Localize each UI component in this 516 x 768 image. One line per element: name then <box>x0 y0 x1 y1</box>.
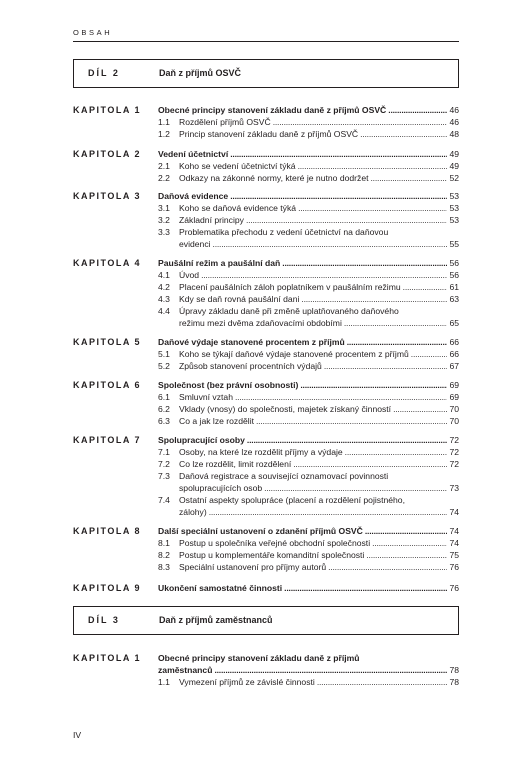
page-ref: 78 <box>449 677 459 687</box>
entry-text: Smluvní vztah <box>179 392 233 402</box>
section-number: 7.3 <box>158 471 170 481</box>
entry-text: Daňová registrace a související oznamovací povinnosti <box>179 471 389 481</box>
chapter-label: KAPITOLA 5 <box>73 337 142 347</box>
toc-section-entry <box>158 403 459 415</box>
section-number: 4.3 <box>158 294 170 304</box>
toc-chapter-title <box>158 664 459 676</box>
dot-leader <box>366 549 447 561</box>
toc-section-entry <box>158 226 459 238</box>
entry-text: režimu mezi dvěma zdaňovacími obdobími <box>179 318 342 328</box>
entry-text: Co a jak lze rozdělit <box>179 416 254 426</box>
page-ref: 65 <box>449 318 459 328</box>
dot-leader <box>365 525 448 537</box>
dot-leader <box>298 202 447 214</box>
toc-section-entry <box>158 391 459 403</box>
toc-section-entry <box>158 348 459 360</box>
page-ref: 74 <box>449 538 459 548</box>
page-ref: 52 <box>449 173 459 183</box>
chapter-label: KAPITOLA 8 <box>73 526 142 536</box>
entry-text: Princip stanovení základu daně z příjmů OSVČ <box>179 129 359 139</box>
section-number: 3.3 <box>158 227 170 237</box>
page-ref: 61 <box>449 282 459 292</box>
page-ref: 73 <box>449 483 459 493</box>
entry-text: Daňová evidence <box>158 191 229 201</box>
section-number: 7.4 <box>158 495 170 505</box>
toc-section-entry <box>158 281 459 293</box>
page-ref: 72 <box>449 459 459 469</box>
entry-text: Odkazy na zákonné normy, které je nutno dodržet <box>179 173 369 183</box>
toc-section-entry <box>158 269 459 281</box>
page-ref: 46 <box>449 105 459 115</box>
dot-leader <box>230 190 447 202</box>
dot-leader <box>230 148 447 160</box>
section-number: 1.1 <box>158 117 170 127</box>
entry-text: Placení paušálních záloh poplatníkem v paušálním režimu <box>179 282 401 292</box>
section-number: 8.2 <box>158 550 170 560</box>
entry-text: Speciální ustanovení pro příjmy autorů <box>179 562 327 572</box>
entry-text: zaměstnanců <box>158 665 213 675</box>
chapter-label: KAPITOLA 9 <box>73 583 142 593</box>
entry-text: Daňové výdaje stanovené procentem z příjmů <box>158 337 345 347</box>
dot-leader <box>317 676 448 688</box>
dot-leader <box>282 257 447 269</box>
toc-section-entry <box>158 415 459 427</box>
chapter-label: KAPITOLA 1 <box>73 105 142 115</box>
entry-text: Úvod <box>179 270 200 280</box>
toc-section-entry <box>158 549 459 561</box>
toc-chapter-title <box>158 336 459 348</box>
entry-text: Postup u společníka veřejné obchodní společnosti <box>179 538 371 548</box>
page-ref: 49 <box>449 149 459 159</box>
dot-leader <box>201 269 447 281</box>
toc-chapter-title <box>158 525 459 537</box>
entry-text: Rozdělení příjmů OSVČ <box>179 117 271 127</box>
entry-text: Vedení účetnictví <box>158 149 229 159</box>
entry-text: zálohy) <box>179 507 207 517</box>
chapter-label: KAPITOLA 4 <box>73 258 142 268</box>
toc-section-entry <box>158 116 459 128</box>
dot-leader <box>247 434 448 446</box>
header-rule <box>73 41 459 42</box>
toc-section-entry <box>158 458 459 470</box>
part-label: DÍL 2 <box>88 68 120 78</box>
page-ref: 74 <box>449 526 459 536</box>
dot-leader <box>214 664 447 676</box>
page-number: IV <box>73 730 82 740</box>
running-header: OBSAH <box>73 28 113 37</box>
dot-leader <box>388 104 447 116</box>
entry-text: Ostatní aspekty spolupráce (placení a rozdělení pojistného, <box>179 495 405 505</box>
page-ref: 63 <box>449 294 459 304</box>
part-heading-box <box>73 606 459 635</box>
section-number: 5.1 <box>158 349 170 359</box>
toc-section-entry <box>158 202 459 214</box>
page-ref: 56 <box>449 258 459 268</box>
dot-leader <box>393 403 447 415</box>
entry-text: Koho se vedení účetnictví týká <box>179 161 296 171</box>
dot-leader <box>360 128 447 140</box>
entry-text: Vklady (vnosy) do společnosti, majetek získaný činností <box>179 404 392 414</box>
page-ref: 74 <box>449 507 459 517</box>
toc-chapter-title <box>158 379 459 391</box>
entry-text: Koho se daňová evidence týká <box>179 203 297 213</box>
dot-leader <box>411 348 448 360</box>
page-ref: 72 <box>449 447 459 457</box>
toc-chapter-title <box>158 104 459 116</box>
dot-leader <box>235 391 447 403</box>
toc-chapter-title <box>158 582 459 594</box>
dot-leader <box>328 561 447 573</box>
page-ref: 48 <box>449 129 459 139</box>
page-ref: 55 <box>449 239 459 249</box>
entry-text: Postup u komplementáře komanditní společnosti <box>179 550 365 560</box>
entry-text: Ukončení samostatné činnosti <box>158 583 283 593</box>
dot-leader <box>273 116 448 128</box>
entry-text: Úpravy základu daně při změně uplatňovaného daňového <box>179 306 399 316</box>
section-number: 2.2 <box>158 173 170 183</box>
section-number: 7.2 <box>158 459 170 469</box>
dot-leader <box>344 317 448 329</box>
page-ref: 76 <box>449 583 459 593</box>
dot-leader <box>403 281 448 293</box>
entry-text: Další speciální ustanovení o zdanění příjmů OSVČ <box>158 526 363 536</box>
toc-section-entry <box>158 676 459 688</box>
section-number: 8.3 <box>158 562 170 572</box>
entry-text: Spolupracující osoby <box>158 435 245 445</box>
page-ref: 53 <box>449 215 459 225</box>
toc-section-entry <box>158 494 459 506</box>
toc-chapter-title <box>158 257 459 269</box>
dot-leader <box>298 160 448 172</box>
section-number: 1.2 <box>158 129 170 139</box>
page-ref: 66 <box>449 349 459 359</box>
section-number: 3.1 <box>158 203 170 213</box>
entry-text: Společnost (bez právní osobnosti) <box>158 380 299 390</box>
toc-section-entry <box>158 214 459 226</box>
entry-text: Obecné principy stanovení základu daně z příjmů <box>158 653 360 663</box>
section-number: 3.2 <box>158 215 170 225</box>
part-heading-box <box>73 59 459 88</box>
toc-chapter-title <box>158 434 459 446</box>
chapter-label: KAPITOLA 2 <box>73 149 142 159</box>
section-number: 4.4 <box>158 306 170 316</box>
part-label: DÍL 3 <box>88 615 120 625</box>
page-ref: 67 <box>449 361 459 371</box>
section-number: 1.1 <box>158 677 170 687</box>
dot-leader <box>246 214 447 226</box>
entry-text: evidenci <box>179 239 211 249</box>
toc-chapter-title <box>158 190 459 202</box>
page-ref: 46 <box>449 117 459 127</box>
part-title: Daň z příjmů zaměstnanců <box>159 615 273 625</box>
entry-text: Způsob stanovení procentních výdajů <box>179 361 322 371</box>
section-number: 7.1 <box>158 447 170 457</box>
dot-leader <box>301 293 447 305</box>
toc-section-entry <box>158 561 459 573</box>
entry-text: Co lze rozdělit, limit rozdělení <box>179 459 292 469</box>
dot-leader <box>345 446 448 458</box>
dot-leader <box>347 336 448 348</box>
section-number: 6.1 <box>158 392 170 402</box>
dot-leader <box>264 482 447 494</box>
page-ref: 76 <box>449 562 459 572</box>
dot-leader <box>371 172 448 184</box>
section-number: 2.1 <box>158 161 170 171</box>
toc-chapter-title <box>158 652 459 664</box>
toc-entry-continuation <box>158 506 459 518</box>
entry-text: Osoby, na které lze rozdělit příjmy a výdaje <box>179 447 343 457</box>
page-ref: 56 <box>449 270 459 280</box>
section-number: 8.1 <box>158 538 170 548</box>
toc-section-entry <box>158 293 459 305</box>
entry-text: Obecné principy stanovení základu daně z příjmů OSVČ <box>158 105 387 115</box>
chapter-label: KAPITOLA 3 <box>73 191 142 201</box>
entry-text: spolupracujících osob <box>179 483 263 493</box>
chapter-label: KAPITOLA 1 <box>73 653 142 663</box>
section-number: 6.3 <box>158 416 170 426</box>
entry-text: Paušální režim a paušální daň <box>158 258 281 268</box>
part-title: Daň z příjmů OSVČ <box>159 68 242 78</box>
section-number: 5.2 <box>158 361 170 371</box>
toc-entry-continuation <box>158 238 459 250</box>
entry-text: Problematika přechodu z vedení účetnictví na daňovou <box>179 227 389 237</box>
dot-leader <box>284 582 447 594</box>
entry-text: Koho se týkají daňové výdaje stanovené procentem z příjmů <box>179 349 409 359</box>
dot-leader <box>293 458 447 470</box>
dot-leader <box>324 360 448 372</box>
page-ref: 53 <box>449 191 459 201</box>
page-ref: 69 <box>449 380 459 390</box>
chapter-label: KAPITOLA 7 <box>73 435 142 445</box>
toc-chapter-title <box>158 148 459 160</box>
toc-section-entry <box>158 537 459 549</box>
toc-section-entry <box>158 172 459 184</box>
page-ref: 49 <box>449 161 459 171</box>
page-ref: 70 <box>449 404 459 414</box>
entry-text: Základní principy <box>179 215 244 225</box>
toc-entry-continuation <box>158 482 459 494</box>
dot-leader <box>213 238 448 250</box>
page-ref: 69 <box>449 392 459 402</box>
page-ref: 72 <box>449 435 459 445</box>
entry-text: Kdy se daň rovná paušální dani <box>179 294 300 304</box>
dot-leader <box>256 415 447 427</box>
toc-section-entry <box>158 160 459 172</box>
section-number: 6.2 <box>158 404 170 414</box>
toc-section-entry <box>158 360 459 372</box>
dot-leader <box>300 379 447 391</box>
page-ref: 53 <box>449 203 459 213</box>
page-ref: 70 <box>449 416 459 426</box>
page-ref: 66 <box>449 337 459 347</box>
toc-entry-continuation <box>158 317 459 329</box>
page-ref: 78 <box>449 665 459 675</box>
toc-section-entry <box>158 446 459 458</box>
toc-section-entry <box>158 470 459 482</box>
toc-section-entry <box>158 305 459 317</box>
chapter-label: KAPITOLA 6 <box>73 380 142 390</box>
dot-leader <box>372 537 447 549</box>
entry-text: Vymezení příjmů ze závislé činnosti <box>179 677 315 687</box>
toc-section-entry <box>158 128 459 140</box>
dot-leader <box>209 506 448 518</box>
section-number: 4.2 <box>158 282 170 292</box>
page-ref: 75 <box>449 550 459 560</box>
section-number: 4.1 <box>158 270 170 280</box>
